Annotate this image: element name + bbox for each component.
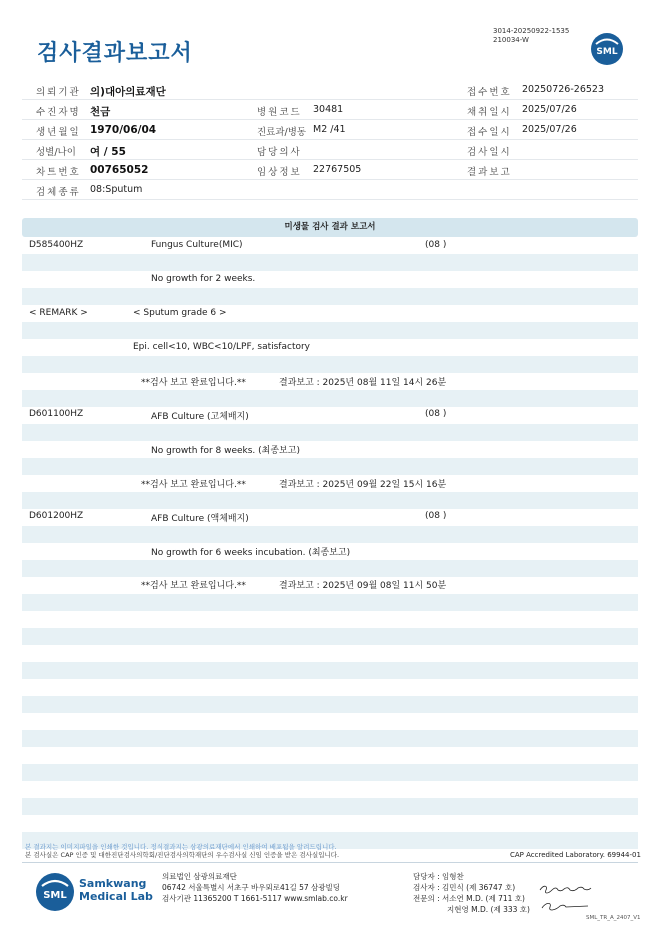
row-band — [22, 526, 638, 543]
row-band — [22, 288, 638, 305]
value-department: M2 /41 — [313, 124, 346, 135]
info-row — [22, 120, 638, 140]
staff-line: 지현영 M.D. (제 333 호) — [447, 905, 530, 914]
report-complete: **검사 보고 완료입니다.** — [141, 480, 246, 490]
specimen-code: (08 ) — [425, 511, 447, 521]
test-code: D585400HZ — [29, 240, 84, 250]
label-test-date: 검사일시 — [467, 147, 512, 158]
org-line: 검사기관 11365200 T 1661-5117 www.smlab.co.kr — [162, 894, 348, 903]
label-sex-age: 성별/나이 — [36, 147, 76, 158]
footer-notice — [25, 843, 339, 859]
row-band — [22, 628, 638, 645]
report-time: 결과보고 : 2025년 08월 11일 14시 26분 — [279, 378, 447, 388]
value-birthdate: 1970/06/04 — [90, 124, 157, 136]
test-name: AFB Culture (액체배지) — [151, 514, 249, 524]
row-band — [22, 322, 638, 339]
footer-divider — [22, 862, 638, 863]
value-hospital-code: 30481 — [313, 104, 344, 115]
row-band — [22, 356, 638, 373]
info-row — [22, 180, 638, 200]
notice-line: 본 결과지는 이미지파일을 인쇄한 것입니다. 정식결과지는 삼광의료재단에서 인쇄하여 배포됨을 알려드립니다. — [25, 843, 337, 851]
test-result: No growth for 2 weeks. — [151, 274, 256, 284]
samkwang-logo-icon — [35, 872, 75, 912]
brand-line: Samkwang — [79, 877, 147, 890]
staff-line: 전문의 : 서소연 M.D. (제 711 호) — [413, 894, 525, 903]
row-band — [22, 730, 638, 747]
value-specimen: 08:Sputum — [90, 184, 143, 195]
label-department: 진료과/병동 — [257, 127, 307, 138]
value-chart-no: 00765052 — [90, 164, 149, 176]
specimen-code: (08 ) — [425, 409, 447, 419]
test-name: Fungus Culture(MIC) — [151, 240, 243, 250]
row-band — [22, 254, 638, 271]
value-receipt-no: 20250726-26523 — [522, 84, 605, 95]
row-band — [22, 764, 638, 781]
value-requester: 의)대아의료재단 — [90, 86, 166, 98]
notice-line: 본 검사실은 CAP 인증 및 대한진단검사의학회/진단검사의학재단의 우수검사실 신임 인증을 받은 검사실입니다. — [25, 851, 340, 859]
value-patient-name: 천금 — [90, 106, 111, 118]
row-band — [22, 662, 638, 679]
label-specimen: 검체종류 — [36, 187, 81, 198]
results-title: 미생물 검사 결과 보고서 — [22, 218, 638, 237]
organization-info — [162, 871, 348, 904]
value-sex-age: 여 / 55 — [90, 146, 126, 158]
test-code: D601200HZ — [29, 511, 84, 521]
label-chart-no: 차트번호 — [36, 167, 81, 178]
label-receipt-date: 접수일시 — [467, 127, 512, 138]
label-hospital-code: 병원코드 — [257, 107, 302, 118]
report-complete: **검사 보고 완료입니다.** — [141, 581, 246, 591]
label-clinical-info: 임상정보 — [257, 167, 302, 178]
row-band — [22, 458, 638, 475]
signature-image — [538, 880, 593, 916]
label-receipt-no: 접수번호 — [467, 87, 512, 98]
test-code: D601100HZ — [29, 409, 84, 419]
document-id-line: 3014-20250922-1535 — [493, 27, 570, 35]
staff-line: 검사자 : 김민식 (제 36747 호) — [413, 883, 516, 892]
row-band — [22, 390, 638, 407]
label-patient-name: 수진자명 — [36, 107, 81, 118]
report-complete: **검사 보고 완료입니다.** — [141, 378, 246, 388]
value-receipt-date: 2025/07/26 — [522, 124, 577, 135]
info-row — [22, 100, 638, 120]
org-line: 의료법인 삼광의료재단 — [162, 872, 237, 881]
remark-detail: Epi. cell<10, WBC<10/LPF, satisfactory — [133, 342, 311, 352]
test-result: No growth for 8 weeks. (최종보고) — [151, 446, 300, 456]
row-band — [22, 594, 638, 611]
info-row — [22, 80, 638, 100]
label-result-report: 결과보고 — [467, 167, 512, 178]
test-name: AFB Culture (고체배지) — [151, 412, 249, 422]
info-row — [22, 140, 638, 160]
report-time: 결과보고 : 2025년 09월 22일 15시 16분 — [279, 480, 447, 490]
row-band — [22, 560, 638, 577]
label-doctor: 담당의사 — [257, 147, 302, 158]
document-id-line: 210034-W — [493, 36, 529, 44]
cap-accreditation: CAP Accredited Laboratory. 69944-01 — [510, 851, 641, 859]
info-row — [22, 160, 638, 180]
form-code: SML_TR_A_2407_V1 — [586, 915, 641, 921]
page-title: 검사결과보고서 — [37, 41, 193, 66]
row-band — [22, 798, 638, 815]
label-collection-date: 채취일시 — [467, 107, 512, 118]
remark-label: < REMARK > — [29, 308, 88, 318]
row-band — [22, 424, 638, 441]
row-band — [22, 492, 638, 509]
test-result: No growth for 6 weeks incubation. (최종보고) — [151, 548, 351, 558]
logo-text: SML — [596, 47, 618, 57]
specimen-code: (08 ) — [425, 240, 447, 250]
staff-line: 담당자 : 임형찬 — [413, 872, 464, 881]
report-time: 결과보고 : 2025년 09월 08일 11시 50분 — [279, 581, 447, 591]
remark-value: < Sputum grade 6 > — [133, 308, 227, 318]
staff-info — [413, 871, 530, 915]
sml-logo-icon — [590, 32, 624, 66]
org-line: 06742 서울특별시 서초구 바우뫼로41길 57 삼광빌딩 — [162, 883, 341, 892]
document-id — [493, 27, 569, 45]
brand-line: Medical Lab — [79, 890, 153, 903]
logo-text: SML — [43, 890, 67, 901]
value-clinical-info: 22767505 — [313, 164, 362, 175]
value-collection-date: 2025/07/26 — [522, 104, 577, 115]
brand-name — [79, 877, 153, 903]
label-birthdate: 생년월일 — [36, 127, 81, 138]
label-requester: 의뢰기관 — [36, 87, 81, 98]
row-band — [22, 696, 638, 713]
